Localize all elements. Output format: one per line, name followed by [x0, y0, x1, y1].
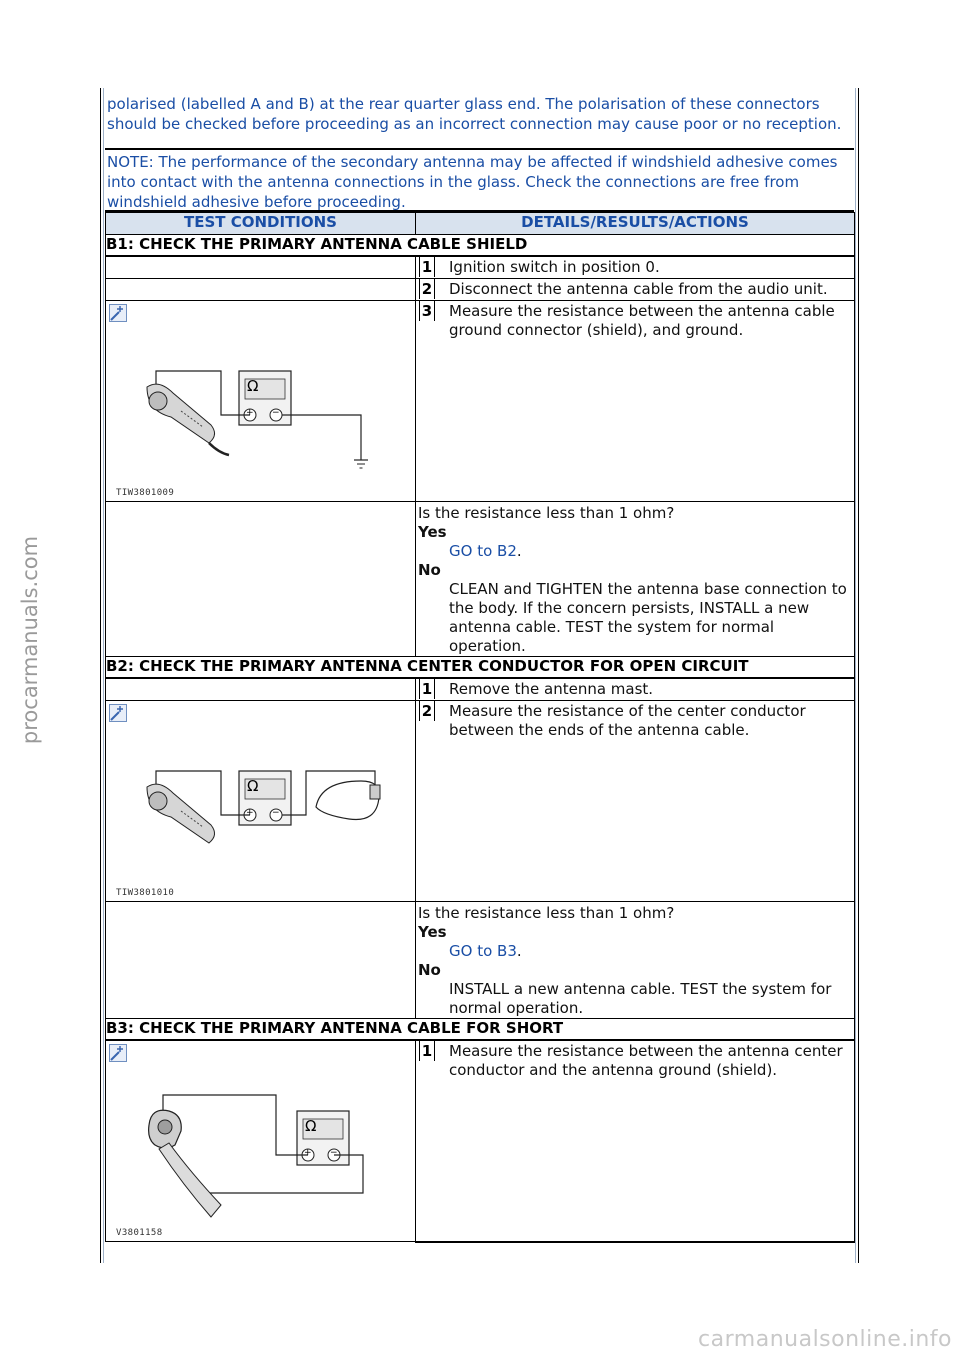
figure-cell-b1	[106, 301, 416, 502]
multimeter-shield-to-ground-diagram	[111, 315, 411, 495]
result-cell-b2	[416, 902, 855, 1019]
symbol-plus: +	[304, 1148, 312, 1158]
yes-label: Yes	[418, 923, 447, 941]
symbol-minus: −	[272, 408, 280, 418]
go-to-b3-link[interactable]: GO to B3	[449, 942, 517, 960]
symbol-plus: +	[246, 408, 254, 418]
figure-code: TIW3801009	[116, 488, 175, 498]
step-row	[416, 678, 855, 701]
test-condition-empty	[106, 502, 416, 657]
page-rule-right-blue	[855, 88, 856, 1263]
figure-cell-b2	[106, 701, 416, 902]
yes-suffix: .	[516, 942, 522, 960]
header-details-results-actions: DETAILS/RESULTS/ACTIONS	[416, 213, 855, 235]
page-rule-left	[100, 88, 101, 1263]
pinpoint-test-table	[105, 212, 855, 1243]
step-text: Disconnect the antenna cable from the audio unit.	[449, 280, 828, 298]
result-question: Is the resistance less than 1 ohm?	[418, 904, 675, 922]
page-rule-right	[858, 88, 859, 1263]
figure-code: TIW3801010	[116, 888, 175, 898]
symbol-plus: +	[246, 808, 254, 818]
test-condition-empty	[106, 678, 416, 701]
step-text: Measure the resistance between the antenna center conductor and the antenna ground (shield).	[449, 1042, 843, 1079]
multimeter-short-check-diagram	[111, 1055, 411, 1235]
step-text: Measure the resistance between the antenna cable ground connector (shield), and ground.	[449, 302, 835, 339]
step-row	[416, 701, 855, 902]
multimeter-center-conductor-diagram	[111, 715, 411, 895]
symbol-minus: −	[272, 808, 280, 818]
step-row	[416, 301, 855, 502]
figure-cell-b3	[106, 1040, 416, 1242]
step-text: Remove the antenna mast.	[449, 680, 654, 698]
test-condition-empty	[106, 902, 416, 1019]
intro-paragraph: polarised (labelled A and B) at the rear quarter glass end. The polarisation of these connectors should be checked before proceeding as an incorrect connection may cause poor or no reception.	[105, 92, 854, 150]
test-condition-empty	[106, 279, 416, 301]
yes-suffix: .	[516, 542, 522, 560]
page-rule-left-blue	[103, 88, 104, 1263]
no-action-text: INSTALL a new antenna cable. TEST the system for normal operation.	[449, 980, 832, 1017]
symbol-ohm: Ω	[247, 377, 259, 395]
symbol-minus: −	[330, 1148, 338, 1158]
note-paragraph: NOTE: The performance of the secondary antenna may be affected if windshield adhesive comes into contact with the antenna connections in the glass. Check the connections are free from windshield adhesive before proceeding.	[105, 150, 854, 212]
figure-code: V3801158	[116, 1228, 163, 1238]
section-title-b2: B2: CHECK THE PRIMARY ANTENNA CENTER CONDUCTOR FOR OPEN CIRCUIT	[106, 657, 855, 679]
step-text: Ignition switch in position 0.	[449, 258, 660, 276]
result-question: Is the resistance less than 1 ohm?	[418, 504, 675, 522]
result-cell-b1	[416, 502, 855, 657]
step-text: Measure the resistance of the center conductor between the ends of the antenna cable.	[449, 702, 806, 739]
yes-label: Yes	[418, 523, 447, 541]
no-label: No	[418, 561, 441, 579]
step-number: 1	[419, 257, 435, 277]
watermark-procarmanuals: procarmanuals.com	[18, 535, 42, 745]
step-row	[416, 1040, 855, 1242]
no-action-text: CLEAN and TIGHTEN the antenna base connection to the body. If the concern persists, INSTALL a new antenna cable. TEST the system for normal operation.	[449, 580, 847, 655]
step-number: 1	[419, 679, 435, 699]
symbol-ohm: Ω	[305, 1117, 317, 1135]
document-body	[105, 92, 854, 1243]
step-number: 2	[419, 701, 435, 721]
step-number: 3	[419, 301, 435, 321]
step-number: 2	[419, 279, 435, 299]
test-condition-empty	[106, 256, 416, 279]
go-to-b2-link[interactable]: GO to B2	[449, 542, 517, 560]
step-row	[416, 256, 855, 279]
watermark-carmanualsonline: carmanualsonline.info	[698, 1327, 952, 1352]
no-label: No	[418, 961, 441, 979]
section-title-b1: B1: CHECK THE PRIMARY ANTENNA CABLE SHIELD	[106, 235, 855, 257]
header-test-conditions: TEST CONDITIONS	[106, 213, 416, 235]
step-row	[416, 279, 855, 301]
symbol-ohm: Ω	[247, 777, 259, 795]
section-title-b3: B3: CHECK THE PRIMARY ANTENNA CABLE FOR SHORT	[106, 1019, 855, 1041]
step-number: 1	[419, 1041, 435, 1061]
